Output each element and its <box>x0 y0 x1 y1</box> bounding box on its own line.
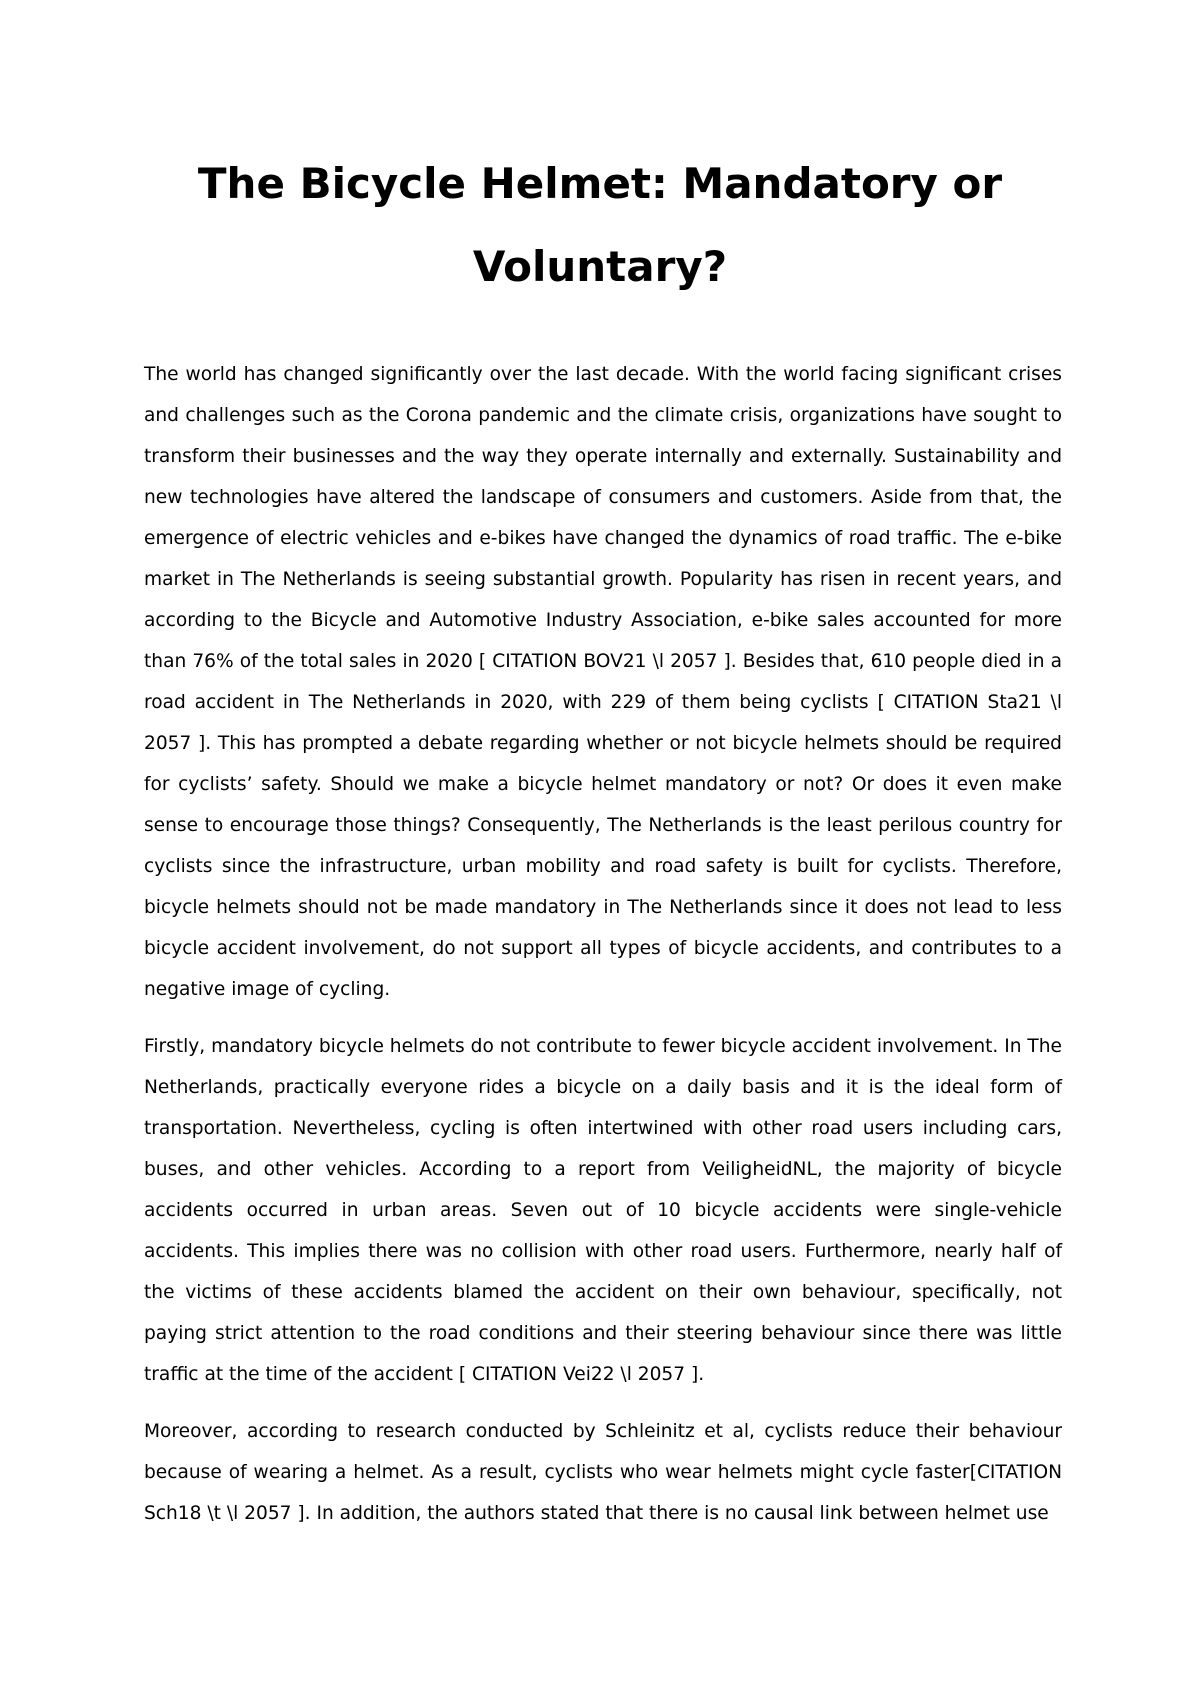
body-paragraph-1: The world has changed significantly over the last decade. With the world facing significant crises and challenges such as the Corona pandemic and the climate crisis, organizations have sought to transform their businesses and the way they operate internally and externally. Sustainability and new technologies have altered the landscape of consumers and customers. Aside from that, the emergence of electric vehicles and e-bikes have changed the dynamics of road traffic. The e-bike market in The Netherlands is seeing substantial growth. Popularity has risen in recent years, and according to the Bicycle and Automotive Industry Association, e-bike sales accounted for more than 76% of the total sales in 2020 [ CITATION BOV21 \l 2057 ]. Besides that, 610 people died in a road accident in The Netherlands in 2020, with 229 of them being cyclists [ CITATION Sta21 \l 2057 ]. This has prompted a debate regarding whether or not bicycle helmets should be required for cyclists’ safety. Should we make a bicycle helmet mandatory or not? Or does it even make sense to encourage those things? Consequently, The Netherlands is the least perilous country for cyclists since the infrastructure, urban mobility and road safety is built for cyclists. Therefore, bicycle helmets should not be made mandatory in The Netherlands since it does not lead to less bicycle accident involvement, do not support all types of bicycle accidents, and contributes to a negative image of cycling. <box>144 364 1062 1000</box>
document-title: The Bicycle Helmet: Mandatory or Voluntary? <box>197 159 1003 291</box>
body-paragraph-3: Moreover, according to research conducted by Schleinitz et al, cyclists reduce their behaviour because of wearing a helmet. As a result, cyclists who wear helmets might cycle faster[CITATION Sch18 \t \l 2057 ]. In addition, the authors stated that there is no causal link between helmet use <box>144 1421 1062 1524</box>
body-paragraph-2: Firstly, mandatory bicycle helmets do not contribute to fewer bicycle accident involvement. In The Netherlands, practically everyone rides a bicycle on a daily basis and it is the ideal form of transportation. Nevertheless, cycling is often intertwined with other road users including cars, buses, and other vehicles. According to a report from VeiligheidNL, the majority of bicycle accidents occurred in urban areas. Seven out of 10 bicycle accidents were single-vehicle accidents. This implies there was no collision with other road users. Furthermore, nearly half of the victims of these accidents blamed the accident on their own behaviour, specifically, not paying strict attention to the road conditions and their steering behaviour since there was little traffic at the time of the accident [ CITATION Vei22 \l 2057 ]. <box>144 1036 1062 1385</box>
